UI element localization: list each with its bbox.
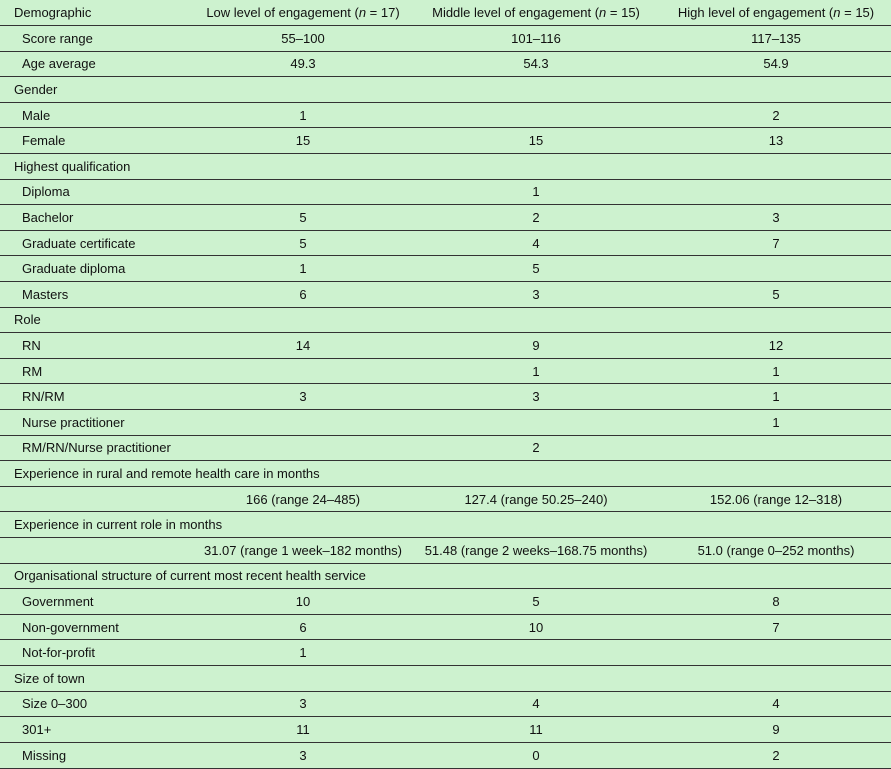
cell-middle: 5 (411, 256, 661, 282)
table-row (0, 26, 891, 52)
cell-low: 31.07 (range 1 week–182 months) (195, 537, 411, 563)
cell-middle: 5 (411, 589, 661, 615)
row-label: Size 0–300 (0, 691, 195, 717)
section-heading: Experience in current role in months (0, 512, 891, 538)
table-row (0, 665, 891, 691)
cell-high: 8 (661, 589, 891, 615)
row-label: Masters (0, 282, 195, 308)
section-heading: Organisational structure of current most recent health service (0, 563, 891, 589)
cell-high: 4 (661, 691, 891, 717)
row-label: Score range (0, 26, 195, 52)
row-label: Bachelor (0, 205, 195, 231)
table-row (0, 410, 891, 436)
cell-high: 152.06 (range 12–318) (661, 486, 891, 512)
row-label: Nurse practitioner (0, 410, 195, 436)
cell-high: 7 (661, 230, 891, 256)
row-label: RM/RN/Nurse practitioner (0, 435, 195, 461)
cell-middle: 0 (411, 742, 661, 768)
row-label: 301+ (0, 717, 195, 743)
row-label: Government (0, 589, 195, 615)
table-row (0, 128, 891, 154)
cell-middle: 2 (411, 205, 661, 231)
table-row (0, 51, 891, 77)
cell-low: 14 (195, 333, 411, 359)
cell-middle: 54.3 (411, 51, 661, 77)
cell-low: 49.3 (195, 51, 411, 77)
table-row (0, 435, 891, 461)
header-low: Low level of engagement (n = 17) (195, 0, 411, 26)
table-row (0, 179, 891, 205)
cell-low (195, 410, 411, 436)
table-row (0, 563, 891, 589)
cell-middle (411, 102, 661, 128)
table-row (0, 614, 891, 640)
cell-middle (411, 640, 661, 666)
cell-middle: 51.48 (range 2 weeks–168.75 months) (411, 537, 661, 563)
row-label: RM (0, 358, 195, 384)
header-demographic: Demographic (0, 0, 195, 26)
cell-low: 55–100 (195, 26, 411, 52)
cell-low: 5 (195, 230, 411, 256)
cell-low: 11 (195, 717, 411, 743)
cell-low: 6 (195, 282, 411, 308)
cell-middle: 11 (411, 717, 661, 743)
cell-low: 166 (range 24–485) (195, 486, 411, 512)
cell-middle: 1 (411, 358, 661, 384)
cell-middle: 10 (411, 614, 661, 640)
row-label (0, 486, 195, 512)
cell-middle: 15 (411, 128, 661, 154)
cell-high (661, 256, 891, 282)
header-row (0, 0, 891, 26)
cell-high: 54.9 (661, 51, 891, 77)
table-row (0, 461, 891, 487)
cell-high: 1 (661, 358, 891, 384)
cell-middle: 127.4 (range 50.25–240) (411, 486, 661, 512)
cell-low: 1 (195, 640, 411, 666)
cell-high (661, 640, 891, 666)
cell-high: 2 (661, 102, 891, 128)
cell-high (661, 435, 891, 461)
cell-low (195, 179, 411, 205)
section-heading: Size of town (0, 665, 891, 691)
table-row (0, 537, 891, 563)
cell-middle: 1 (411, 179, 661, 205)
table-row (0, 307, 891, 333)
row-label: Diploma (0, 179, 195, 205)
cell-low: 5 (195, 205, 411, 231)
table-row (0, 486, 891, 512)
cell-high: 5 (661, 282, 891, 308)
table-row (0, 512, 891, 538)
header-high: High level of engagement (n = 15) (661, 0, 891, 26)
cell-middle: 3 (411, 384, 661, 410)
cell-middle: 9 (411, 333, 661, 359)
cell-middle (411, 410, 661, 436)
section-heading: Role (0, 307, 891, 333)
table-row (0, 282, 891, 308)
cell-high: 7 (661, 614, 891, 640)
section-heading: Highest qualification (0, 154, 891, 180)
row-label: Age average (0, 51, 195, 77)
row-label: Graduate certificate (0, 230, 195, 256)
table-row (0, 589, 891, 615)
cell-middle: 2 (411, 435, 661, 461)
table-row (0, 358, 891, 384)
row-label (0, 537, 195, 563)
header-middle: Middle level of engagement (n = 15) (411, 0, 661, 26)
cell-high: 117–135 (661, 26, 891, 52)
cell-middle: 101–116 (411, 26, 661, 52)
cell-low: 15 (195, 128, 411, 154)
table-row (0, 717, 891, 743)
section-heading: Gender (0, 77, 891, 103)
table-row (0, 77, 891, 103)
table-row (0, 384, 891, 410)
table-row (0, 742, 891, 768)
cell-low: 6 (195, 614, 411, 640)
cell-high: 1 (661, 384, 891, 410)
cell-low: 3 (195, 742, 411, 768)
cell-middle: 4 (411, 691, 661, 717)
table-row (0, 102, 891, 128)
table-row (0, 205, 891, 231)
cell-high (661, 179, 891, 205)
cell-high: 3 (661, 205, 891, 231)
cell-high: 13 (661, 128, 891, 154)
table-row (0, 230, 891, 256)
cell-low: 3 (195, 384, 411, 410)
row-label: Not-for-profit (0, 640, 195, 666)
cell-high: 51.0 (range 0–252 months) (661, 537, 891, 563)
row-label: RN/RM (0, 384, 195, 410)
row-label: Non-government (0, 614, 195, 640)
cell-low: 10 (195, 589, 411, 615)
section-heading: Experience in rural and remote health care in months (0, 461, 891, 487)
cell-low (195, 358, 411, 384)
table-row (0, 154, 891, 180)
cell-low: 1 (195, 256, 411, 282)
row-label: Female (0, 128, 195, 154)
row-label: Male (0, 102, 195, 128)
cell-middle: 3 (411, 282, 661, 308)
table-row (0, 333, 891, 359)
row-label: Missing (0, 742, 195, 768)
cell-middle: 4 (411, 230, 661, 256)
table-row (0, 691, 891, 717)
table-body (0, 26, 891, 769)
cell-high: 2 (661, 742, 891, 768)
row-label: Graduate diploma (0, 256, 195, 282)
cell-low: 1 (195, 102, 411, 128)
cell-high: 9 (661, 717, 891, 743)
cell-low (195, 435, 411, 461)
table-row (0, 640, 891, 666)
table-row (0, 256, 891, 282)
cell-high: 12 (661, 333, 891, 359)
cell-low: 3 (195, 691, 411, 717)
cell-high: 1 (661, 410, 891, 436)
row-label: RN (0, 333, 195, 359)
